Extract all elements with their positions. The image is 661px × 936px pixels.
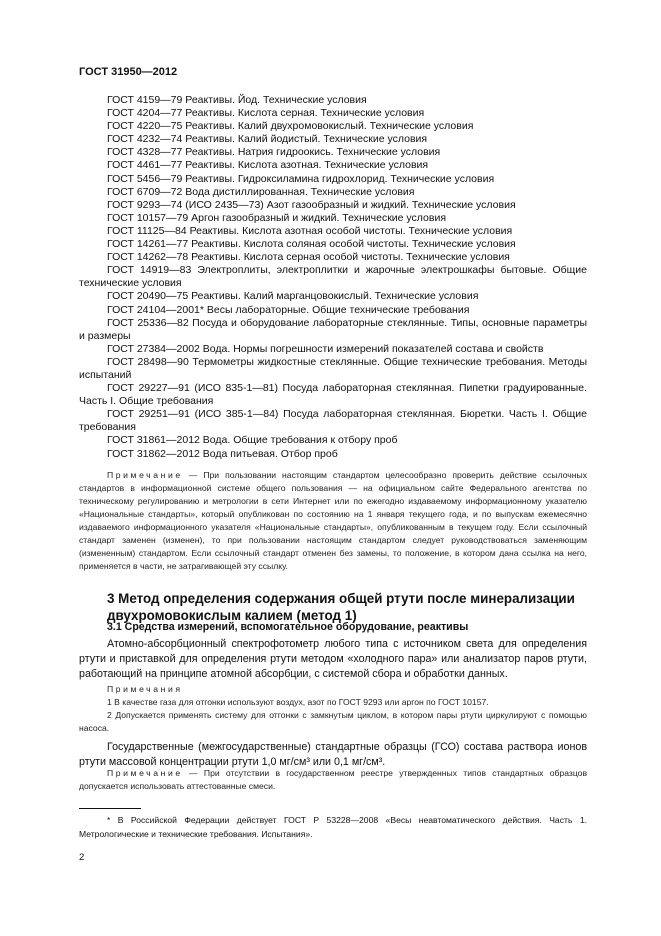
notes-block — [79, 683, 587, 735]
reference-item: ГОСТ 14919—83 Электроплиты, электроплитки и жарочные электрошкафы бытовые. Общие технические условия — [79, 264, 587, 290]
reference-item: ГОСТ 4204—77 Реактивы. Кислота серная. Технические условия — [107, 107, 425, 120]
reference-item: ГОСТ 6709—72 Вода дистиллированная. Технические условия — [107, 185, 415, 198]
reference-note — [79, 469, 587, 573]
reference-item: ГОСТ 14262—78 Реактивы. Кислота серная особой чистоты. Технические условия — [107, 251, 510, 264]
reference-item: ГОСТ 4461—77 Реактивы. Кислота азотная. Технические условия — [107, 159, 429, 172]
paragraph-spectrophotometer — [79, 637, 587, 682]
footnote-divider — [79, 808, 141, 809]
reference-item: ГОСТ 4220—75 Реактивы. Калий двухромовокислый. Технические условия — [107, 120, 474, 133]
section-3-title: 3 Метод определения содержания общей ртути после минерализации двухромовокислым калием (метод 1) — [107, 591, 575, 623]
reference-item: ГОСТ 29227—91 (ИСО 835-1—81) Посуда лабораторная стеклянная. Пипетки градуированные. Часть I. Общие требования — [79, 382, 587, 408]
reference-item: ГОСТ 4328—77 Реактивы. Натрия гидроокись. Технические условия — [107, 146, 441, 159]
reference-item: ГОСТ 24104—2001* Весы лабораторные. Общие технические требования — [107, 303, 470, 316]
reference-item: ГОСТ 31862—2012 Вода питьевая. Отбор проб — [107, 447, 338, 460]
paragraph-text: Государственные (межгосударственные) стандартные образцы (ГСО) состава раствора ионов ртути массовой концентрации ртути 1,0 мг/см³ или 0,1 мг/см³. — [79, 741, 587, 768]
reference-item: ГОСТ 14261—77 Реактивы. Кислота соляная особой чистоты. Технические условия — [107, 238, 516, 251]
footnote-text: * В Российской Федерации действует ГОСТ Р 53228—2008 «Весы неавтоматического действия. Часть 1. Метрологические и технические требования. Испытания». — [79, 815, 587, 839]
reference-item: ГОСТ 28498—90 Термометры жидкостные стеклянные. Общие технические требования. Методы испытаний — [79, 355, 587, 381]
reference-item: ГОСТ 20490—75 Реактивы. Калий марганцовокислый. Технические условия — [107, 290, 479, 303]
paragraph-text: Атомно-абсорбционный спектрофотометр любого типа с источником света для определения ртути и приставкой для определения ртути методом «холодного пара» или анализатор паров ртути, работающий на принципе атомной абсорбции, с системой сбора и обработки данных. — [79, 638, 587, 680]
note-text: — При отсутствии в государственном реестре утвержденных типов стандартных образцов допускается использовать аттестованные смеси. — [79, 768, 588, 791]
reference-item: ГОСТ 29251—91 (ИСО 385-1—84) Посуда лабораторная стеклянная. Бюретки. Часть I. Общие требования — [79, 408, 587, 434]
reference-item: ГОСТ 31861—2012 Вода. Общие требования к отбору проб — [107, 434, 398, 447]
reference-item: ГОСТ 4159—79 Реактивы. Йод. Технические условия — [107, 94, 367, 106]
reference-item: ГОСТ 11125—84 Реактивы. Кислота азотная особой чистоты. Технические условия — [107, 224, 513, 237]
notes-label: Примечания — [107, 684, 183, 694]
gso-note — [79, 767, 587, 793]
note-item: 1 В качестве газа для отгонки используют воздух, азот по ГОСТ 9293 или аргон по ГОСТ 10157. — [107, 697, 489, 707]
footnote — [79, 813, 587, 841]
reference-item: ГОСТ 25336—82 Посуда и оборудование лабораторные стеклянные. Типы, основные параметры и размеры — [79, 316, 587, 342]
paragraph-gso — [79, 740, 587, 770]
subsection-3-1-title: 3.1 Средства измерений, вспомогательное оборудование, реактивы — [107, 621, 469, 633]
reference-item: ГОСТ 4232—74 Реактивы. Калий йодистый. Технические условия — [107, 133, 428, 146]
document-header: ГОСТ 31950—2012 — [79, 66, 178, 78]
page-number: 2 — [79, 852, 85, 863]
reference-item: ГОСТ 5456—79 Реактивы. Гидроксиламина гидрохлорид. Технические условия — [107, 172, 495, 185]
reference-item: ГОСТ 10157—79 Аргон газообразный и жидкий. Технические условия — [107, 211, 447, 224]
reference-item: ГОСТ 9293—74 (ИСО 2435—73) Азот газообразный и жидкий. Технические условия — [107, 198, 516, 211]
note-text: — При пользовании настоящим стандартом целесообразно проверить действие ссылочных стандартов в информационной системе общего пользования — на официальном сайте Федерального агентства по техническому регулированию и метрологии в сети Интернет или по ежегодно издаваемому информационному указателю «Национальные стандарты», который опубликован по состоянию на 1 января текущего года, и по выпускам ежемесячно издаваемого информационного указателя «Национальные стандарты», опубликованным в текущем году. Если ссылочный стандарт заменен (изменен), то при пользовании настоящим стандартом следует руководствоваться заменяющим (измененным) стандартом. Если ссылочный стандарт отменен без замены, то положение, в котором дана ссылка на него, применяется в части, не затрагивающей эту ссылку. — [79, 470, 587, 571]
note-item: 2 Допускается применять систему для отгонки с замкнутым циклом, в котором пары ртути циркулируют с помощью насоса. — [79, 710, 587, 733]
note-label: Примечание — [107, 768, 183, 778]
note-label: Примечание — [107, 470, 183, 480]
references-list — [79, 94, 587, 461]
reference-item: ГОСТ 27384—2002 Вода. Нормы погрешности измерений показателей состава и свойств — [107, 342, 544, 355]
